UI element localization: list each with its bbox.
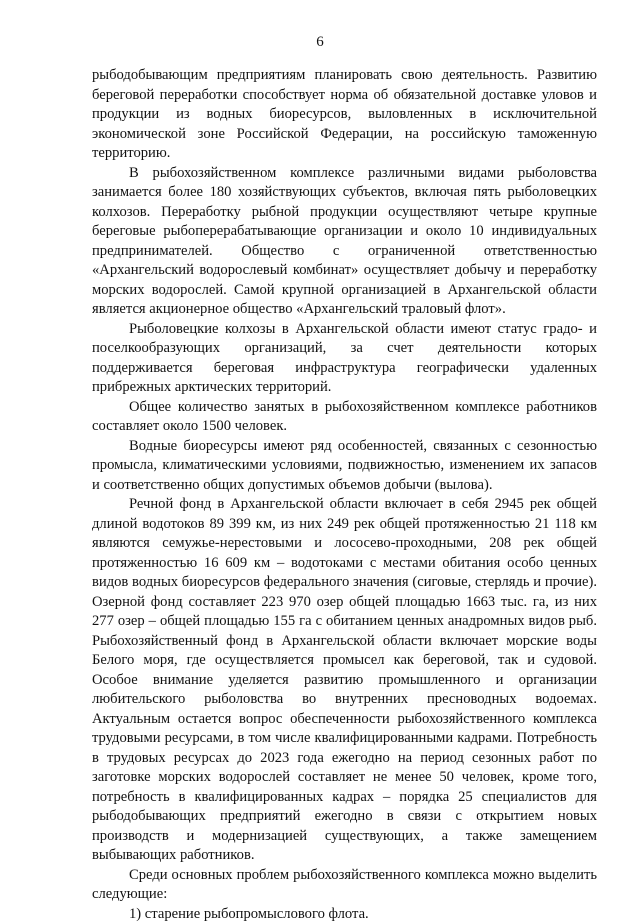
paragraph-continued: рыбодобывающим предприятиям планировать свою деятельность. Развитию береговой переработки способствует норма об обязательной доставке уловов и продукции из водных биоресурсов, выловленных в исключительной экономической зоне Российской Федерации, на российскую таможенную территорию. <box>92 66 597 164</box>
paragraph-fishery-entities: В рыбохозяйственном комплексе различными видами рыболовства занимается более 180 хозяйствующих субъектов, включая пять рыболовецких колхозов. Переработку рыбной продукции осуществляют четыре крупные береговые рыбоперерабатывающие организации и около 10 индивидуальных предпринимателей. Общество с ограниченной ответственностью «Архангельский водорослевый комбинат» осуществляет добычу и переработку морских водорослей. Самой крупной организацией в Архангельской области является акционерное общество «Архангельский траловый флот». <box>92 164 597 320</box>
paragraph-problems-intro: Среди основных проблем рыбохозяйственного комплекса можно выделить следующие: <box>92 866 597 905</box>
paragraph-bioresources: Водные биоресурсы имеют ряд особенностей, связанных с сезонностью промысла, климатическими условиями, подвижностью, изменением их запасов и соответственно общих допустимых объемов добычи (вылова). <box>92 437 597 496</box>
list-item: 1) старение рыбопромыслового флота. <box>92 905 597 924</box>
page-number: 6 <box>0 33 640 51</box>
paragraph-kolkhoz-status: Рыболовецкие колхозы в Архангельской области имеют статус градо- и поселкообразующих организаций, за счет деятельности которых поддерживается береговая инфраструктура географически удаленных прибрежных арктических территорий. <box>92 320 597 398</box>
document-body <box>92 66 597 924</box>
paragraph-water-fund: Речной фонд в Архангельской области включает в себя 2945 рек общей длиной водотоков 89 399 км, из них 249 рек общей протяженностью 21 118 км являются семужье-нерестовыми и лососево-проходными, 208 рек общей протяженностью 16 609 км – водотоками с местами обитания особо ценных видов водных биоресурсов федерального значения (сиговые, стерлядь и прочие). Озерной фонд составляет 223 970 озер общей площадью 1663 тыс. га, из них 277 озер – общей площадью 155 га с обитанием ценных анадромных видов рыб. Рыбохозяйственный фонд в Архангельской области включает морские воды Белого моря, где осуществляется промысел как береговой, так и судовой. Особое внимание уделяется развитию промышленного и организации любительского рыболовства во внутренних пресноводных водоемах. Актуальным остается вопрос обеспеченности рыбохозяйственного комплекса трудовыми ресурсами, в том числе квалифицированными кадрами. Потребность в трудовых ресурсах до 2023 года ежегодно на период сезонных работ по заготовке морских водорослей составляет не менее 50 человек, кроме того, потребность в квалифицированных кадрах – порядка 25 специалистов для рыбодобывающих предприятий ежегодно в связи с открытием новых производств и модернизацией существующих, а также замещением выбывающих работников. <box>92 495 597 866</box>
paragraph-employment: Общее количество занятых в рыбохозяйственном комплексе работников составляет около 1500 человек. <box>92 398 597 437</box>
